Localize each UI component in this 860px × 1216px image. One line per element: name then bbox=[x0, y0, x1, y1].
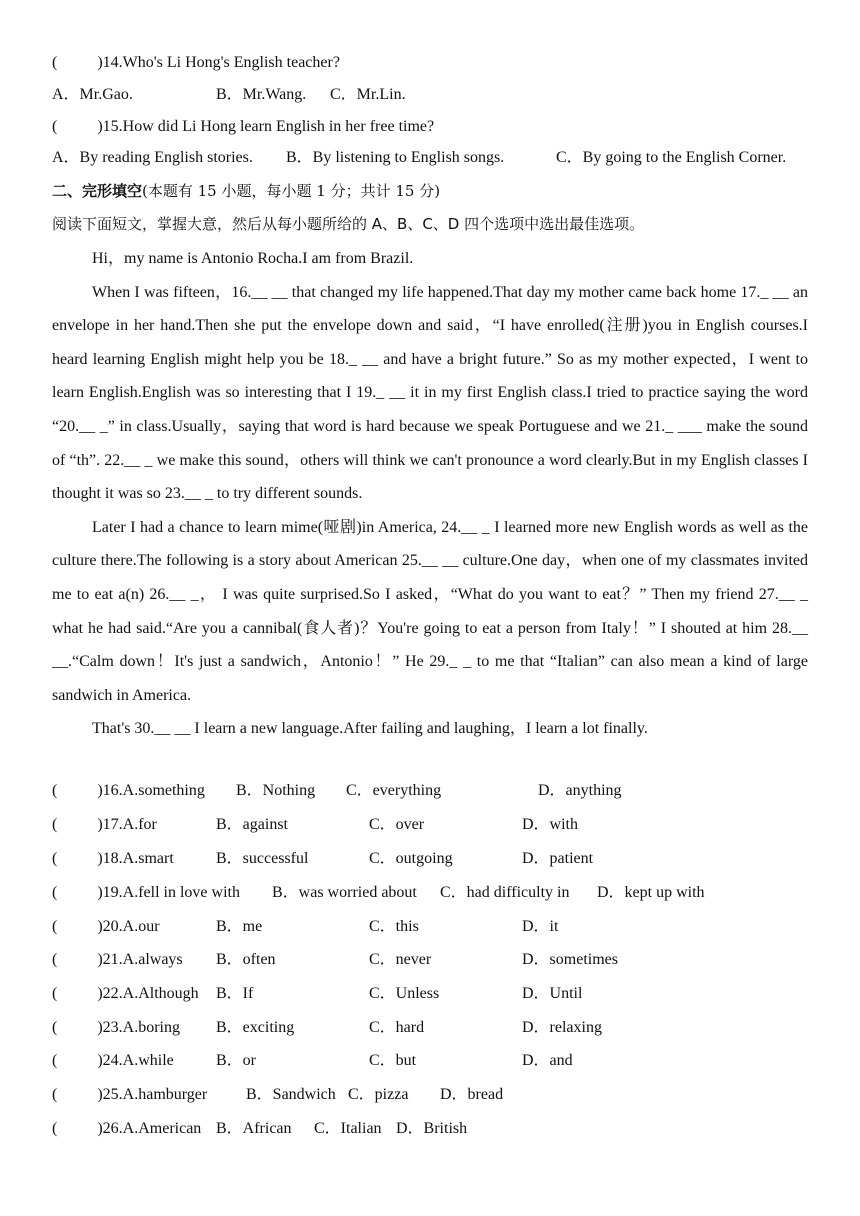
option-c: C．everything bbox=[346, 782, 442, 799]
option-q22: ( )22.A.Although bbox=[52, 985, 199, 1002]
option-d: D．with bbox=[522, 816, 579, 833]
option-d: D．sometimes bbox=[522, 951, 618, 968]
option-q18: ( )18.A.smart bbox=[52, 850, 174, 867]
option-c: C．over bbox=[369, 816, 425, 833]
cloze-passage bbox=[52, 242, 808, 746]
option-d: D．it bbox=[522, 918, 559, 935]
option-d: D．bread bbox=[440, 1086, 504, 1103]
option-b: B．Nothing bbox=[236, 782, 316, 799]
q14-option-a: A．Mr.Gao. bbox=[52, 86, 133, 103]
option-d: D．relaxing bbox=[522, 1019, 602, 1036]
question-15: ( )15.How did Li Hong learn English in her free time? bbox=[52, 118, 435, 135]
q15-option-b: B．By listening to English songs. bbox=[286, 149, 505, 166]
option-b: B．exciting bbox=[216, 1019, 295, 1036]
option-d: D．kept up with bbox=[597, 884, 705, 901]
option-q16: ( )16.A.something bbox=[52, 782, 205, 799]
option-d: D．anything bbox=[538, 782, 622, 799]
option-q21: ( )21.A.always bbox=[52, 951, 183, 968]
section-instruction: 阅读下面短文，掌握大意，然后从每小题所给的 A、B、C、D 四个选项中选出最佳选项。 bbox=[52, 215, 645, 233]
option-b: B．If bbox=[216, 985, 254, 1002]
option-c: C．Unless bbox=[369, 985, 440, 1002]
option-q24: ( )24.A.while bbox=[52, 1052, 174, 1069]
option-d: D．and bbox=[522, 1052, 573, 1069]
option-c: C．had difficulty in bbox=[440, 884, 570, 901]
option-b: B．against bbox=[216, 816, 288, 833]
passage-paragraph: Later I had a chance to learn mime(哑剧)in America, 24.__ _ I learned more new English words as well as the culture there.The following is a story about American 25.__ __ culture.One day，when one of my classmates invited me to eat a(n) 26.__ _， I was quite surprised.So I asked，“What do you want to eat？” Then my friend 27.__ _ what he had said.“Are you a cannibal(食人者)？You're going to eat a person from Italy！” I shouted at him 28.__ __.“Calm down！It's just a sandwich，Antonio！” He 29._ _ to me that “Italian” can also mean a kind of large sandwich in America. bbox=[52, 518, 809, 704]
option-q25: ( )25.A.hamburger bbox=[52, 1086, 208, 1103]
section-note: (本题有 15 小题，每小题 1 分；共计 15 分) bbox=[142, 182, 441, 200]
q14-option-b: B．Mr.Wang. bbox=[216, 86, 307, 103]
section-heading bbox=[52, 181, 440, 202]
option-q26: ( )26.A.American bbox=[52, 1120, 202, 1137]
option-b: B．African bbox=[216, 1120, 292, 1137]
q15-option-a: A．By reading English stories. bbox=[52, 149, 253, 166]
option-b: B．me bbox=[216, 918, 263, 935]
section-title: 二、完形填空 bbox=[52, 182, 143, 200]
option-q23: ( )23.A.boring bbox=[52, 1019, 180, 1036]
option-c: C．hard bbox=[369, 1019, 425, 1036]
option-c: C．outgoing bbox=[369, 850, 453, 867]
option-b: B．often bbox=[216, 951, 276, 968]
option-c: C．but bbox=[369, 1052, 417, 1069]
passage-paragraph: When I was fifteen，16.__ __ that changed my life happened.That day my mother came back home 17._ __ an envelope in her hand.Then she put the envelope down and said，“I have enrolled(注册)you in English courses.I heard learning English might help you be 18._ __ and have a bright future.” So as my mother expected，I went to learn English.English was so interesting that I 19._ __ it in my first English class.I tried to practice saying the word “20.__ _” in class.Usually，saying that word is hard because we speak Portuguese and we 21._ ___ make the sound of “th”. 22.__ _ we make this sound，others will think we can't pronounce a word clearly.But in my English classes I thought it was so 23.__ _ to try different sounds. bbox=[52, 283, 808, 503]
option-b: B．was worried about bbox=[272, 884, 417, 901]
option-c: C．this bbox=[369, 918, 419, 935]
option-d: D．British bbox=[396, 1120, 468, 1137]
option-c: C．pizza bbox=[348, 1086, 409, 1103]
option-b: B．successful bbox=[216, 850, 309, 867]
q14-option-c: C．Mr.Lin. bbox=[330, 86, 406, 103]
option-c: C．never bbox=[369, 951, 432, 968]
option-c: C．Italian bbox=[314, 1120, 382, 1137]
option-q17: ( )17.A.for bbox=[52, 816, 157, 833]
passage-paragraph: Hi，my name is Antonio Rocha.I am from Brazil. bbox=[92, 250, 414, 267]
option-b: B．Sandwich bbox=[246, 1086, 336, 1103]
q15-option-c: C．By going to the English Corner. bbox=[556, 149, 787, 166]
option-d: D．patient bbox=[522, 850, 594, 867]
question-14: ( )14.Who's Li Hong's English teacher? bbox=[52, 54, 340, 71]
option-d: D．Until bbox=[522, 985, 583, 1002]
option-q20: ( )20.A.our bbox=[52, 918, 160, 935]
option-q19: ( )19.A.fell in love with bbox=[52, 884, 240, 901]
option-b: B．or bbox=[216, 1052, 257, 1069]
passage-paragraph: That's 30.__ __ I learn a new language.After failing and laughing，I learn a lot finally. bbox=[92, 720, 648, 738]
